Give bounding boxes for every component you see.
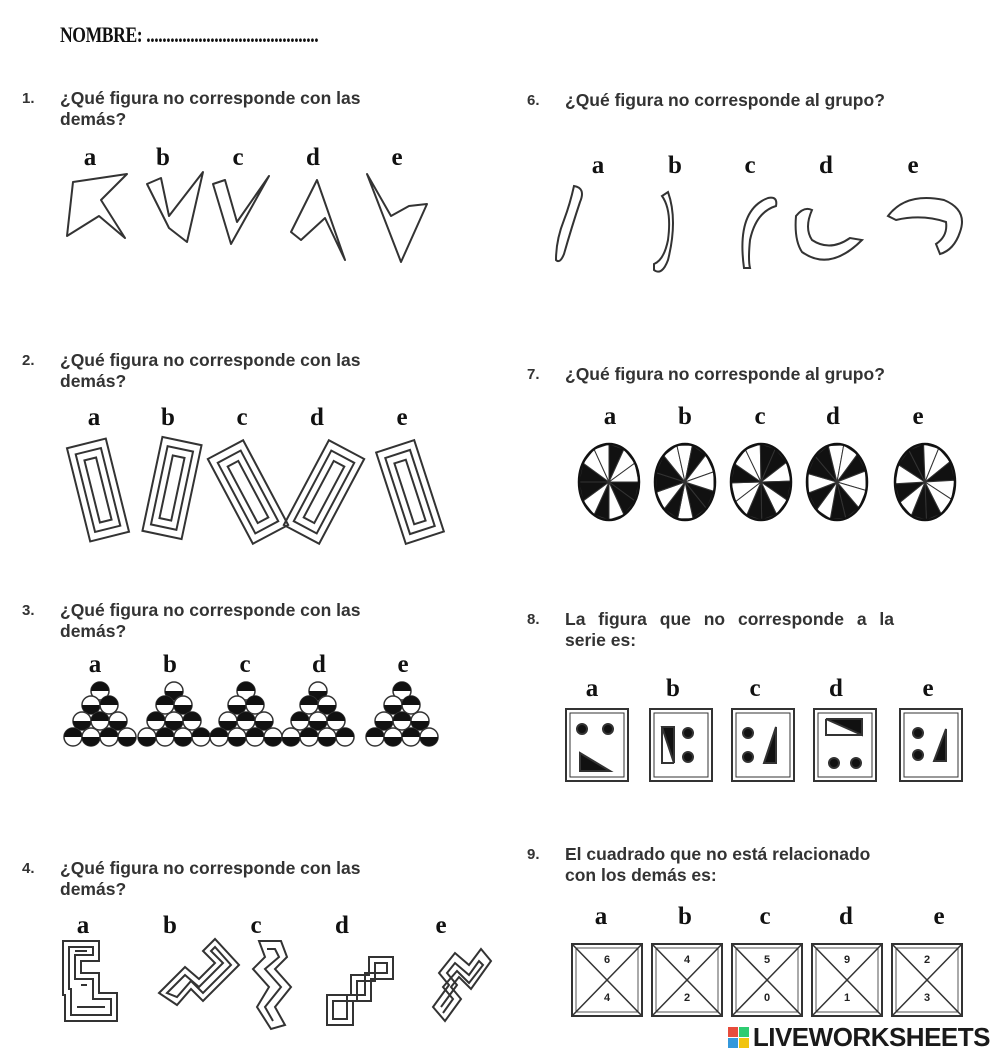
option-label-e: e (397, 651, 409, 678)
option-label-c: c (759, 903, 771, 930)
brand-name: LIVEWORKSHEETS (752, 1022, 990, 1052)
option-label-a: a (591, 152, 605, 179)
q3-figure-e[interactable] (366, 682, 438, 746)
q9-figure-c[interactable] (730, 942, 804, 1018)
brand-logo-icon (728, 1027, 749, 1048)
q6-figure-a[interactable] (556, 186, 582, 261)
q7-figure-b[interactable] (655, 444, 715, 520)
q7-figure-c[interactable] (731, 444, 791, 520)
q8-figures (560, 705, 970, 785)
option-label-a: a (87, 404, 101, 431)
option-label-d: d (829, 675, 843, 702)
option-label-e: e (912, 403, 924, 430)
question-number: 8. (527, 611, 540, 628)
question-number: 4. (22, 860, 35, 877)
option-label-e: e (391, 144, 403, 171)
q4-figure-d[interactable] (327, 957, 393, 1025)
option-label-d: d (819, 152, 833, 179)
option-label-a: a (83, 144, 97, 171)
q9-number-bottom: 0 (763, 992, 771, 1004)
q6-figure-c[interactable] (742, 198, 776, 268)
q3-figure-d[interactable] (282, 682, 354, 746)
option-label-b: b (163, 651, 177, 678)
q9-figures (570, 942, 970, 1022)
option-label-e: e (907, 152, 919, 179)
question-text: ¿Qué figura no corresponde al grupo? (565, 364, 885, 384)
q1-figure-d[interactable] (291, 180, 345, 260)
option-label-e: e (933, 903, 945, 930)
option-label-a: a (76, 912, 90, 939)
option-label-e: e (922, 675, 934, 702)
option-label-b: b (161, 404, 175, 431)
question-text: ¿Qué figura no corresponde al grupo? (565, 90, 885, 110)
option-label-b: b (156, 144, 170, 171)
q4-figure-c[interactable] (253, 941, 291, 1029)
q9-number-bottom: 3 (923, 992, 931, 1004)
question-2 (22, 350, 492, 394)
q9-number-top: 5 (763, 954, 771, 966)
q4-figures (55, 935, 495, 1035)
option-label-b: b (163, 912, 177, 939)
option-label-e: e (435, 912, 447, 939)
option-label-c: c (754, 403, 766, 430)
q9-number-bottom: 4 (603, 992, 611, 1004)
q9-figure-b[interactable] (650, 942, 724, 1018)
q2-figure-c[interactable] (208, 440, 288, 544)
option-label-e: e (396, 404, 408, 431)
option-label-c: c (250, 912, 262, 939)
q1-figure-a[interactable] (67, 174, 127, 238)
q3-figure-c[interactable] (210, 682, 282, 746)
question-6 (527, 90, 997, 114)
q2-figure-a[interactable] (67, 439, 129, 542)
q3-figures (60, 675, 450, 755)
question-number: 9. (527, 846, 540, 863)
question-number: 6. (527, 92, 540, 109)
q8-figure-c[interactable] (732, 709, 794, 781)
q2-figure-e[interactable] (376, 440, 444, 544)
q8-figure-e[interactable] (900, 709, 962, 781)
q3-figure-a[interactable] (64, 682, 136, 746)
q3-figure-b[interactable] (138, 682, 210, 746)
question-7 (527, 364, 997, 388)
question-number: 3. (22, 602, 35, 619)
q2-figure-b[interactable] (142, 437, 201, 539)
q9-number-top: 4 (683, 954, 691, 966)
option-label-a: a (585, 675, 599, 702)
option-label-d: d (312, 651, 326, 678)
name-field-label: NOMBRE: ........................................... (60, 22, 319, 47)
question-number: 1. (22, 90, 35, 107)
q1-figure-b[interactable] (147, 172, 203, 242)
q9-number-bottom: 2 (683, 992, 691, 1004)
question-text: La figura que no corresponde a la serie es: (565, 609, 895, 650)
q9-number-top: 6 (603, 954, 611, 966)
question-number: 7. (527, 366, 540, 383)
q9-number-top: 9 (843, 954, 851, 966)
option-label-d: d (335, 912, 349, 939)
q4-figure-e[interactable] (433, 949, 491, 1021)
option-label-a: a (594, 903, 608, 930)
option-label-d: d (310, 404, 324, 431)
question-text: ¿Qué figura no corresponde con las demás? (60, 350, 361, 391)
option-label-b: b (668, 152, 682, 179)
option-label-c: c (749, 675, 761, 702)
q9-figure-d[interactable] (810, 942, 884, 1018)
q9-number-bottom: 1 (843, 992, 851, 1004)
question-9 (527, 844, 997, 888)
q6-figure-e[interactable] (888, 198, 962, 254)
q6-figure-b[interactable] (654, 192, 673, 272)
option-label-d: d (839, 903, 853, 930)
option-label-c: c (236, 404, 248, 431)
q1-figures (55, 170, 445, 270)
liveworksheets-brand (728, 1022, 990, 1053)
q9-figure-a[interactable] (570, 942, 644, 1018)
q7-figures (575, 440, 975, 530)
question-text: El cuadrado que no está relacionado con los demás es: (565, 844, 871, 885)
q2-figures (60, 430, 450, 550)
question-text: ¿Qué figura no corresponde con las demás? (60, 600, 361, 641)
q8-figure-d[interactable] (814, 709, 876, 781)
option-label-a: a (603, 403, 617, 430)
q6-figures (550, 180, 980, 280)
q8-figure-b[interactable] (650, 709, 712, 781)
q9-number-top: 2 (923, 954, 931, 966)
question-1 (22, 88, 492, 132)
option-label-b: b (678, 903, 692, 930)
q1-figure-e[interactable] (367, 174, 427, 262)
option-label-b: b (678, 403, 692, 430)
question-text: ¿Qué figura no corresponde con las demás? (60, 88, 361, 129)
q8-figure-a[interactable] (566, 709, 628, 781)
question-3 (22, 600, 492, 644)
q9-figure-e[interactable] (890, 942, 964, 1018)
q7-figure-a[interactable] (579, 444, 639, 520)
option-label-b: b (666, 675, 680, 702)
option-label-c: c (744, 152, 756, 179)
option-label-c: c (239, 651, 251, 678)
question-number: 2. (22, 352, 35, 369)
q7-figure-d[interactable] (807, 444, 867, 520)
q1-figure-c[interactable] (213, 176, 269, 244)
question-8 (527, 609, 997, 653)
question-text: ¿Qué figura no corresponde con las demás? (60, 858, 361, 899)
q4-figure-a[interactable] (63, 941, 117, 1021)
option-label-d: d (826, 403, 840, 430)
q4-figure-b[interactable] (159, 939, 239, 1005)
q7-figure-e[interactable] (895, 444, 955, 520)
q6-figure-d[interactable] (796, 209, 862, 260)
q2-figure-d[interactable] (284, 440, 364, 544)
option-label-d: d (306, 144, 320, 171)
option-label-a: a (88, 651, 102, 678)
option-label-c: c (232, 144, 244, 171)
question-4 (22, 858, 492, 902)
